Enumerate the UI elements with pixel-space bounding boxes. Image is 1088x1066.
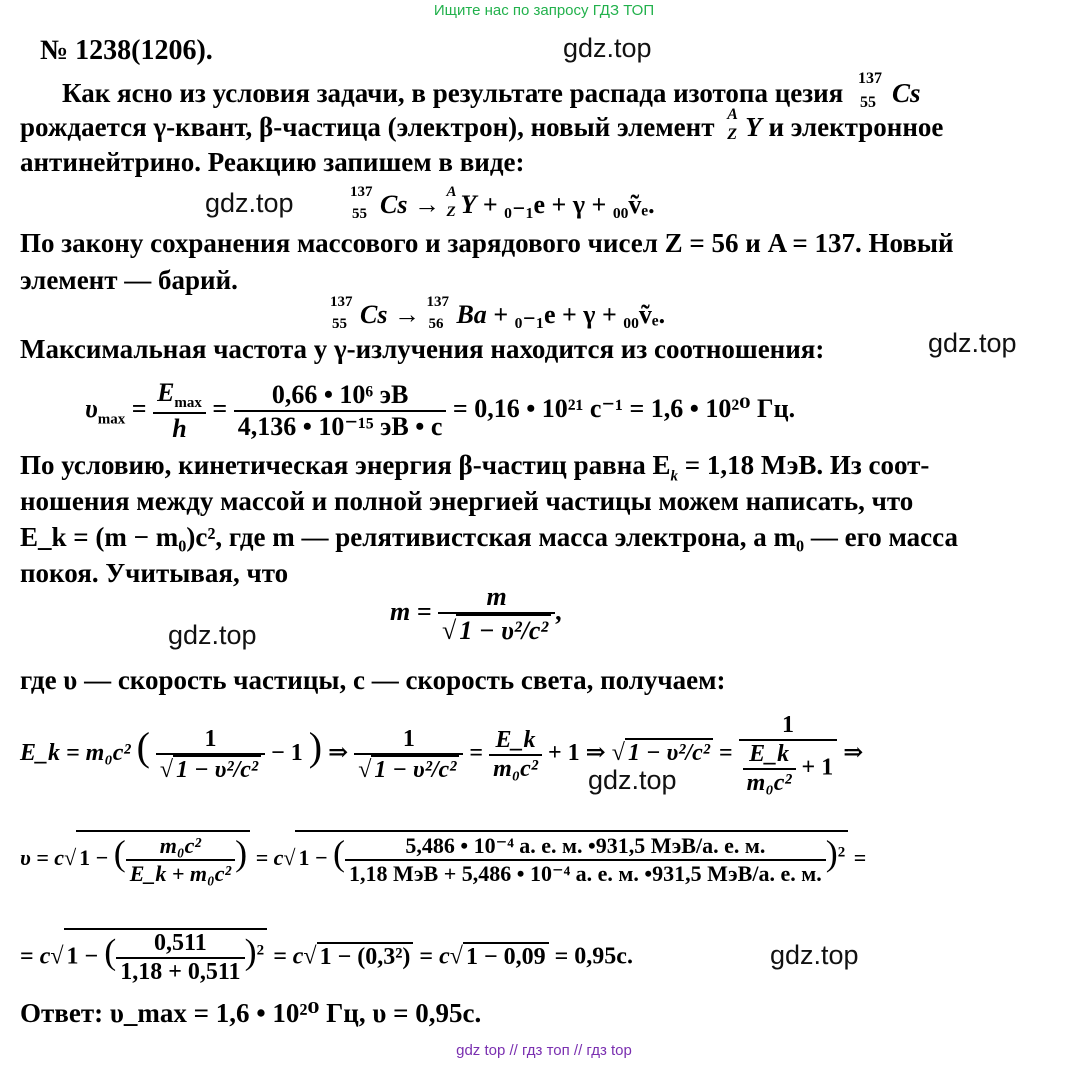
sqrt-icon: √ [64, 845, 77, 870]
reaction2-ba [426, 294, 487, 332]
mass-formula-fraction [438, 582, 555, 646]
eq1-final-num: 1 [739, 712, 838, 741]
eq1-final [739, 712, 838, 797]
eq3-num: 0,511 [116, 930, 244, 959]
cs-mass: 137 [858, 70, 883, 87]
eq3-tail1: = c [273, 943, 304, 970]
eq1-rhs1-num: E_k [489, 727, 542, 756]
bottom-banner[interactable]: gdz top // гдз топ // гдз top [456, 1042, 632, 1059]
paragraph-2-line-2: элемент — барий. [20, 265, 238, 295]
r1-y-symbol: Y [460, 190, 477, 219]
eq1-part1: E_k = m₀c² [20, 740, 131, 767]
frequency-equation: $\upsilon_{max}$ = $\frac{E_{max}}{h}$ = $\frac{\text{0,66 • 10⁶ эВ}}{\text{4,136 • 10⁻¹⁵ эВ • с}}$ = 0,16 • 10²¹ с⁻¹ = 1,6 • 10²⁰ Гц. [85, 378, 796, 444]
freq-symbolic-fraction [153, 378, 206, 444]
eq1-rhs1-tail: + 1 ⇒ [547, 740, 606, 767]
r1-y-mass: A [446, 184, 457, 200]
equation-1: E_k = m₀c² ( $\frac{1}{\text{√ 1 − υ²/c²}}$ − 1 ) ⇒ $\frac{1}{\text{√ 1 − υ²/c²}}$ = $\frac{E\_k}{\text{m₀c²}}$ + 1 ⇒ √ 1 − υ²/c² = 1 $\frac{E\_k}{\text{m₀c²}}$ + 1 ⇒ [20, 712, 864, 796]
eq1-final-den-den: m₀c² [746, 770, 792, 796]
paragraph-5-line-1: где υ — скорость частицы, c — скорость света, получаем: [20, 665, 726, 695]
mass-formula-lhs: m = [390, 596, 432, 626]
eq2-inner-num: m₀c² [126, 833, 235, 861]
mass-formula-den: 1 − υ²/c² [456, 614, 551, 646]
r2-ba-symbol: Ba [456, 300, 487, 329]
freq-lhs-sub: max [97, 411, 126, 428]
paragraph-4-line-2: ношения между массой и полной энергией частицы можем написать, что [20, 486, 914, 516]
eq1-frac1 [156, 726, 265, 784]
sqrt-icon: √ [611, 740, 625, 767]
eq2-mid: = c [255, 845, 284, 870]
eq1-frac2-den: 1 − υ²/c² [371, 755, 459, 784]
paragraph-1-line-2 [20, 106, 944, 143]
watermark: gdz.top [770, 940, 859, 970]
mass-formula-num: m [438, 582, 555, 614]
freq-num-sym: E [157, 378, 175, 407]
paren-open-icon: ( [136, 724, 150, 770]
answer: Ответ: υ_max = 1,6 • 10²⁰ Гц, υ = 0,95c. [20, 998, 482, 1028]
eq1-frac2 [354, 726, 463, 784]
sqrt-icon: √ [283, 845, 296, 870]
r1-cs-charge: 55 [352, 206, 367, 222]
p4-line1-sub: k [670, 468, 679, 485]
eq1-sqrt: 1 − υ²/c² [625, 738, 713, 767]
sqrt-icon: √ [50, 943, 64, 970]
watermark: gdz.top [205, 188, 294, 218]
eq3-den: 1,18 + 0,511 [120, 959, 241, 985]
eq1-frac1-den: 1 − υ²/c² [173, 755, 261, 784]
freq-result: = 0,16 • 10²¹ с⁻¹ = 1,6 • 10²⁰ Гц. [452, 394, 796, 424]
problem-number: № 1238(1206). [40, 35, 213, 66]
eq1-final-den-frac [743, 741, 796, 797]
r2-cs-mass: 137 [330, 294, 353, 310]
y-charge: Z [727, 126, 738, 143]
eq3-sqrt1: 1 − (0,3²) [317, 942, 414, 971]
paragraph-1-line-3: антинейтрино. Реакцию запишем в виде: [20, 147, 525, 177]
sqrt-icon: √ [358, 756, 372, 783]
eq3-sqrt2: 1 − 0,09 [463, 942, 549, 971]
y-nuclide [727, 106, 762, 143]
paragraph-4-line-4: покоя. Учитывая, что [20, 558, 289, 588]
eq1-final-den-num: E_k [743, 741, 796, 770]
p1-line2b: и электронное [768, 112, 944, 142]
r2-cs-symbol: Cs [360, 300, 388, 329]
paragraph-1-line-1 [62, 70, 921, 111]
sqrt-icon: √ [303, 943, 317, 970]
eq2-big-num: 5,486 • 10⁻⁴ а. е. м. •931,5 МэВ/а. е. м. [345, 833, 826, 861]
eq2-big-frac [345, 833, 826, 887]
freq-lhs: υ [85, 394, 98, 424]
reaction2-rest: + ₀₋₁e + γ + ₀₀ṽₑ. [493, 300, 666, 329]
cs-symbol: Cs [892, 78, 921, 108]
top-banner[interactable]: Ищите нас по запросу ГДЗ ТОП [433, 2, 655, 19]
r1-cs-symbol: Cs [380, 190, 408, 219]
watermark: gdz.top [588, 765, 677, 795]
eq2-lhs: υ = c [20, 845, 65, 870]
sqrt-icon: √ [442, 616, 457, 645]
eq2-inner-frac [126, 833, 235, 887]
paragraph-4-line-3: E_k = (m − m₀)c², где m — релятивистская масса электрона, а m₀ — его масса [20, 522, 958, 552]
r2-ba-charge: 56 [428, 316, 444, 332]
p4-line1: По условию, кинетическая энергия β-частиц равна E [20, 450, 671, 480]
watermark: gdz.top [563, 33, 652, 63]
freq-den-val: 4,136 • 10⁻¹⁵ эВ • с [237, 412, 443, 442]
mass-formula: m = $\frac{m}{\text{√ 1 − υ²/c²}}$ , [390, 582, 562, 645]
paragraph-2-line-1: По закону сохранения массового и зарядового чисел Z = 56 и A = 137. Новый [20, 228, 954, 258]
eq1-frac2-num: 1 [354, 726, 463, 755]
arrow-icon: → [413, 190, 447, 219]
eq1-part3: ⇒ [328, 740, 349, 767]
reaction1-y [446, 184, 477, 220]
p1-line2a: рождается γ-квант, β-частица (электрон), новый элемент [20, 112, 715, 142]
sqrt-icon: √ [159, 756, 174, 783]
cesium-nuclide [858, 70, 921, 111]
p1-line1-text: Как ясно из условия задачи, в результате распада изотопа цезия [62, 78, 844, 108]
r1-y-charge: Z [446, 204, 456, 220]
sqrt-icon: √ [449, 943, 463, 970]
eq1-final-tail: + 1 [801, 754, 834, 781]
eq3-result: = 0,95c. [554, 943, 633, 970]
paragraph-3-line-1: Максимальная частота у γ-излучения находится из соотношения: [20, 334, 825, 364]
r2-cs-charge: 55 [332, 316, 347, 332]
cs-charge: 55 [860, 94, 877, 111]
paren-close-icon: ) [308, 724, 323, 770]
watermark: gdz.top [928, 328, 1017, 358]
eq2-big-den: 1,18 МэВ + 5,486 • 10⁻⁴ а. е. м. •931,5 МэВ/а. е. м. [349, 860, 822, 886]
equation-3: = c√ 1 − ( $\frac{0,511}{1,18 + 0,511}$ )$^2$ = c√ 1 − (0,3²) = c√ 1 − 0,09 = 0,95c. [20, 930, 633, 985]
watermark: gdz.top [168, 620, 257, 650]
r1-cs-mass: 137 [350, 184, 373, 200]
freq-num-val: 0,66 • 10⁶ эВ [234, 380, 447, 412]
r2-ba-mass: 137 [426, 294, 449, 310]
eq3-frac [116, 930, 244, 986]
freq-num-sub: max [174, 395, 202, 412]
equation-2: υ = c√ 1 − ( $\frac{\text{m₀c²}}{\text{E\_k + m₀c²}}$ ) = c√ 1 − ( $\frac{\text{5,486 • 10⁻⁴ а. е. м. •931,5 МэВ/а. е. м.}}{\text{1,18 МэВ + 5,486 • 10⁻⁴ а. е. м. •931,5 МэВ/а. е. м.}}$ )$^2$ = [20, 830, 866, 887]
reaction-1 [350, 184, 655, 222]
reaction-2 [330, 294, 666, 332]
reaction1-cs [350, 184, 408, 222]
eq1-frac1-num: 1 [156, 726, 265, 755]
y-symbol: Y [745, 112, 762, 142]
p4-line1-end: = 1,18 МэВ. Из соот- [684, 450, 930, 480]
reaction1-rest: + ₀₋₁e + γ + ₀₀ṽₑ. [482, 190, 655, 219]
eq1-rhs1-den: m₀c² [493, 755, 538, 782]
eq1-rhs1 [489, 727, 542, 783]
reaction2-cs [330, 294, 388, 332]
freq-value-fraction [234, 380, 447, 442]
arrow-icon: → [393, 300, 427, 329]
eq1-part2: − 1 [271, 740, 303, 767]
y-mass: A [727, 106, 738, 123]
eq2-inner-den: E_k + m₀c² [129, 860, 232, 886]
paragraph-4-line-1 [20, 450, 929, 485]
freq-den-sym: h [172, 414, 187, 444]
